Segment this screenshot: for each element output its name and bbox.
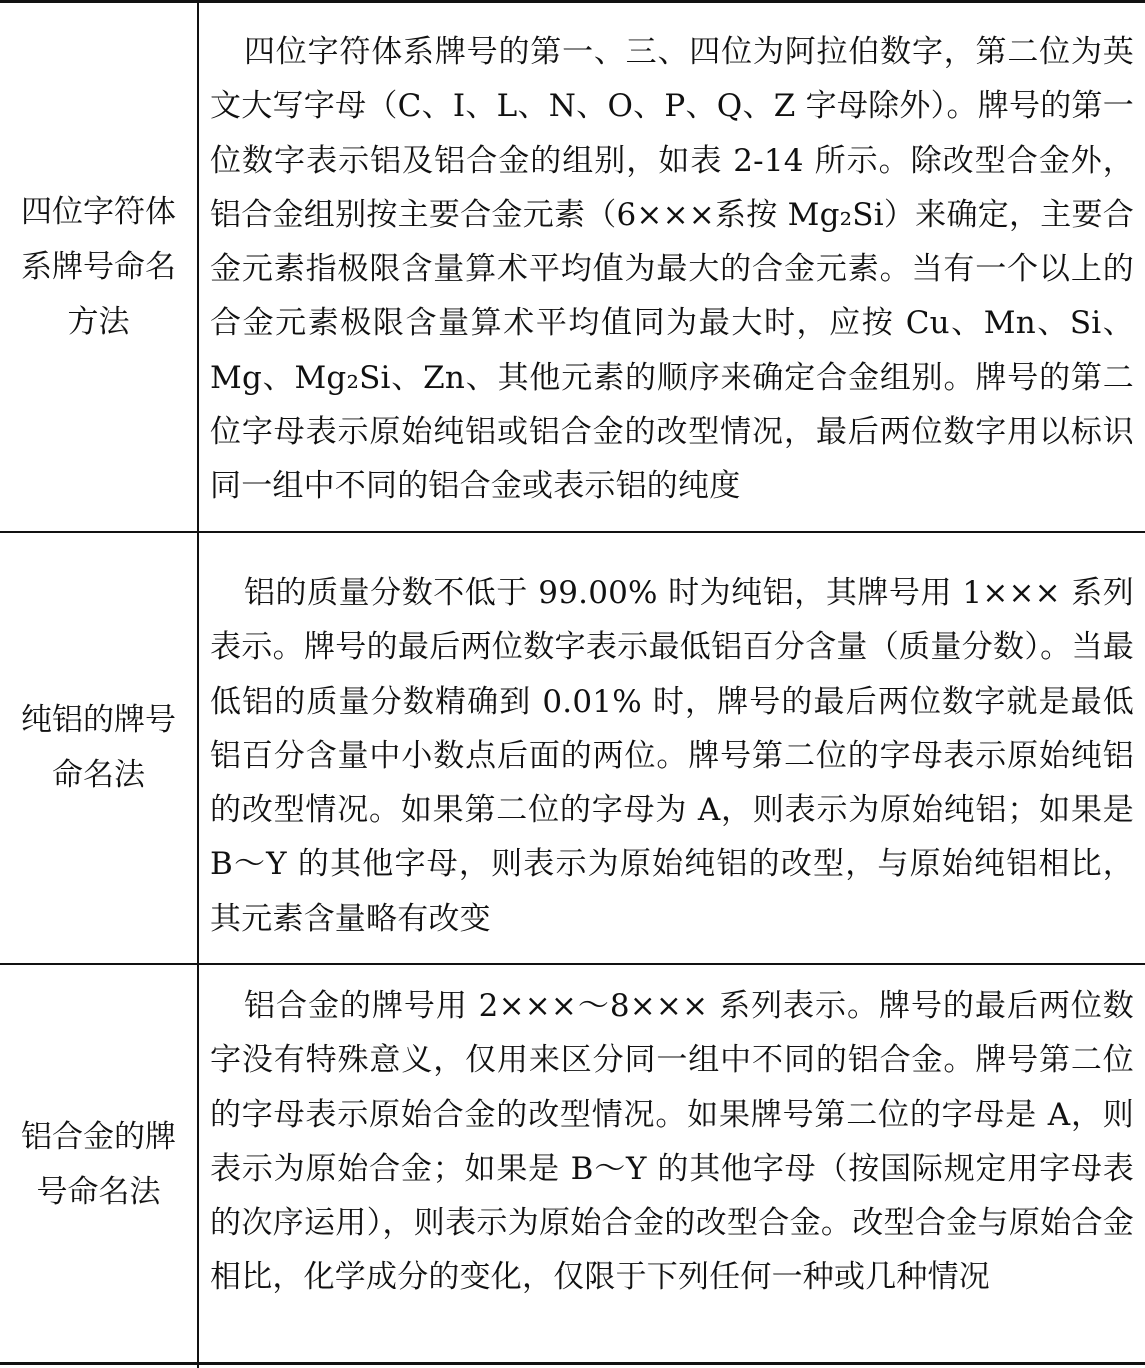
row-description: 铝合金的牌号用 2×××～8××× 系列表示。牌号的最后两位数字没有特殊意义，仅用来区分同一组中不同的铝合金。牌号第二位的字母表示原始合金的改型情况。如果牌号第二位的字母是 A，则表示为原始合金；如果是 B～Y 的其他字母（按国际规定用字母表的次序运用），则表示为原始合金的改型合金。改型合金与原始合金相比，化学成分的变化，仅限于下列任何一种或几种情况 (210, 988, 1134, 1296)
row-description: 四位字符体系牌号的第一、三、四位为阿拉伯数字，第二位为英文大写字母（C、I、L、N、O、P、Q、Z 字母除外）。牌号的第一位数字表示铝及铝合金的组别，如表 2-14 所示。除改型合金外，铝合金组别按主要合金元素（6×××系按 Mg₂Si）来确定，主要合金元素指极限含量算术平均值为最大的合金元素。当有一个以上的合金元素极限含量算术平均值同为最大时，应按 Cu、Mn、Si、Mg、Mg₂Si、Zn、其他元素的顺序来确定合金组别。牌号的第二位字母表示原始纯铝或铝合金的改型情况，最后两位数字用以标识同一组中不同的铝合金或表示铝的纯度 (210, 34, 1134, 505)
row-label-cell (0, 533, 197, 963)
column-divider (197, 3, 199, 1368)
table-row (0, 965, 1145, 1365)
row-description: 铝的质量分数不低于 99.00% 时为纯铝，其牌号用 1××× 系列表示。牌号的最后两位数字表示最低铝百分含量（质量分数）。当最低铝的质量分数精确到 0.01% 时，牌号的最后两位数字就是最低铝百分含量中小数点后面的两位。牌号第二位的字母表示原始纯铝的改型情况。如果第二位的字母为 A，则表示为原始纯铝；如果是 B～Y 的其他字母，则表示为原始纯铝的改型，与原始纯铝相比，其元素含量略有改变 (210, 575, 1134, 937)
table-row (0, 3, 1145, 533)
row-label-cell (0, 3, 197, 531)
row-label: 四位字符体系牌号命名方法 (21, 193, 176, 340)
row-label: 纯铝的牌号命名法 (21, 702, 176, 793)
table-row (0, 533, 1145, 965)
row-label: 铝合金的牌号命名法 (21, 1119, 176, 1210)
row-label-cell (0, 965, 197, 1365)
